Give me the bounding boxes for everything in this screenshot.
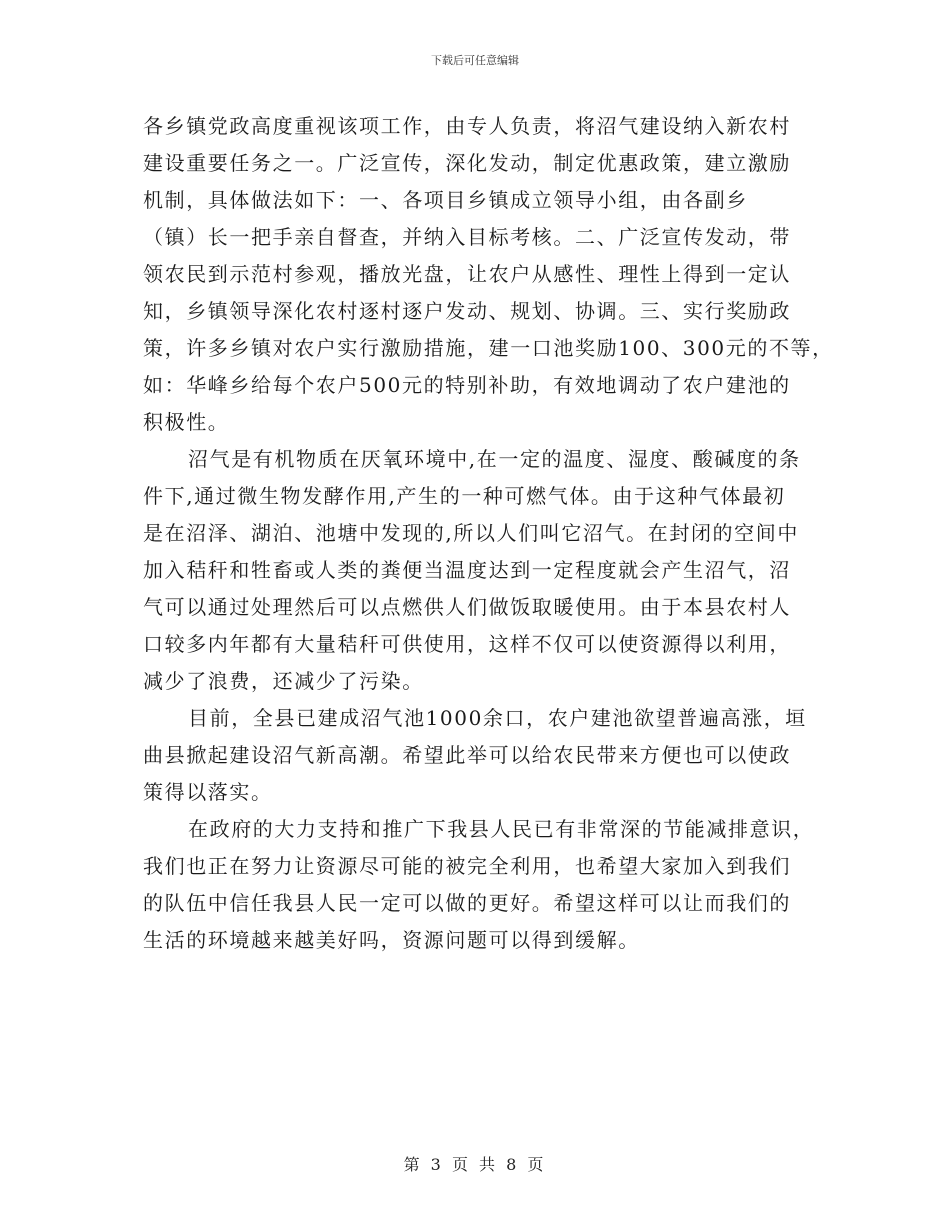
text-line: 领农民到示范村参观，播放光盘，让农户从感性、理性上得到一定认 xyxy=(143,262,791,286)
text-line: 积极性。 xyxy=(143,410,230,434)
text-line: 目前，全县已建成沼气池1000余口，农户建池欲望普遍高涨，垣 xyxy=(188,706,807,730)
text-line: 建设重要任务之一。广泛宣传，深化发动，制定优惠政策，建立激励 xyxy=(143,151,791,175)
text-line: 件下,通过微生物发酵作用,产生的一种可燃气体。由于这种气体最初 xyxy=(143,484,786,508)
text-line: 的队伍中信任我县人民一定可以做的更好。希望这样可以让而我们的 xyxy=(143,891,791,915)
paragraph-1 xyxy=(143,108,834,441)
text-line: 我们也正在努力让资源尽可能的被完全利用，也希望大家加入到我们 xyxy=(143,854,791,878)
page-number-footer: 第 3 页 共 8 页 xyxy=(403,1155,547,1174)
text-line: 加入秸秆和牲畜或人类的粪便当温度达到一定程度就会产生沼气，沼 xyxy=(143,558,791,582)
text-line: 策，许多乡镇对农户实行激励措施，建一口池奖励100、300元的不等， xyxy=(143,336,834,360)
paragraph-4 xyxy=(143,811,815,959)
paragraph-2 xyxy=(143,441,807,700)
text-line: 生活的环境越来越美好吗，资源问题可以得到缓解。 xyxy=(143,928,640,952)
text-line: 机制，具体做法如下：一、各项目乡镇成立领导小组，由各副乡 xyxy=(143,188,748,212)
text-line: 在政府的大力支持和推广下我县人民已有非常深的节能减排意识， xyxy=(188,817,815,841)
page-header: 下载后可任意编辑 xyxy=(431,54,519,67)
text-line: 是在沼泽、湖泊、池塘中发现的,所以人们叫它沼气。在封闭的空间中 xyxy=(143,521,799,545)
text-line: 知，乡镇领导深化农村逐村逐户发动、规划、协调。三、实行奖励政 xyxy=(143,299,791,323)
text-line: （镇）长一把手亲自督查，并纳入目标考核。二、广泛宣传发动，带 xyxy=(143,225,791,249)
text-line: 策得以落实。 xyxy=(143,780,273,804)
document-body xyxy=(143,108,834,959)
text-line: 减少了浪费，还减少了污染。 xyxy=(143,669,424,693)
text-line: 曲县掀起建设沼气新高潮。希望此举可以给农民带来方便也可以使政 xyxy=(143,743,791,767)
text-line: 如：华峰乡给每个农户500元的特别补助，有效地调动了农户建池的 xyxy=(143,373,791,397)
text-line: 口较多内年都有大量秸秆可供使用，这样不仅可以使资源得以利用， xyxy=(143,632,791,656)
text-line: 沼气是有机物质在厌氧环境中,在一定的温度、湿度、酸碱度的条 xyxy=(188,447,801,471)
text-line: 各乡镇党政高度重视该项工作，由专人负责，将沼气建设纳入新农村 xyxy=(143,114,791,138)
text-line: 气可以通过处理然后可以点燃供人们做饭取暖使用。由于本县农村人 xyxy=(143,595,791,619)
paragraph-3 xyxy=(143,700,807,811)
